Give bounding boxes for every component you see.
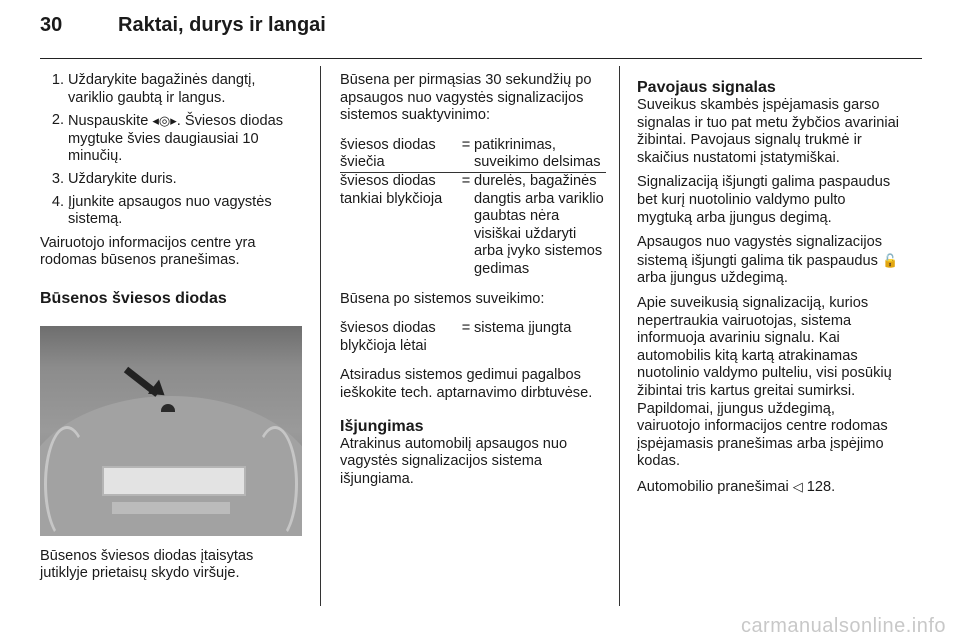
list-item: 4. Įjunkite apsaugos nuo vagystės sistemą. — [51, 193, 272, 228]
alarm-paragraph-2: Signalizaciją išjungti galima paspaudus bet kurį nuotolinio valdymo pulto mygtuką arba įjungus degimą. — [637, 174, 891, 226]
alarm-paragraph-1: Suveikus skambės įspėjamasis garso signalas ir tuo pat metu žybčios avariniai žibintai. Pavojaus signalų trukmė ir skaičius nustatomi įstatymiškai. — [637, 97, 900, 166]
column-3 — [637, 72, 901, 503]
column-divider-1 — [320, 66, 321, 606]
status-after-heading: Būsena po sistemos suveikimo: — [340, 290, 545, 307]
page-number: 30 — [40, 14, 63, 36]
table-row: šviesos diodas šviečia = patikrinimas, suveikimo delsimas — [340, 136, 601, 171]
reference-arrow-icon: ◁ — [792, 478, 803, 494]
page-title: Raktai, durys ir langai — [118, 14, 326, 36]
table-row: šviesos diodas blykčioja lėtai = sistema įjungta — [340, 320, 572, 354]
deactivation-paragraph: Atrakinus automobilį apsaugos nuo vagystės signalizacijos sistema išjungiama. — [340, 435, 568, 487]
page-header — [40, 14, 326, 50]
list-item: 3. Uždarykite duris. — [51, 170, 177, 187]
column-1 — [40, 72, 304, 590]
column-divider-2 — [619, 66, 620, 606]
header-rule — [40, 58, 922, 59]
column-2 — [340, 72, 606, 495]
cross-reference: Automobilio pranešimai ◁ 128. — [637, 478, 836, 495]
lock-button-icon: ◂◎▸ — [152, 113, 177, 129]
unlock-icon: 🔓 — [881, 252, 899, 268]
list-item: 2. Nuspauskite ◂◎▸. Šviesos diodas mygtuke švies daugiausiai 10 minučių. — [51, 112, 284, 165]
deactivation-heading: Išjungimas — [340, 417, 424, 435]
dashboard-photo — [40, 326, 302, 536]
status-led-heading: Būsenos šviesos diodas — [40, 289, 227, 307]
steps-list — [40, 72, 304, 229]
watermark: carmanualsonline.info — [740, 615, 946, 637]
failure-paragraph: Atsiradus sistemos gedimui pagalbos ieškokite tech. aptarnavimo dirbtuvėse. — [340, 367, 593, 401]
status-table-2 — [340, 320, 606, 355]
alarm-paragraph-4: Apie suveikusią signalizaciją, kurios nepertraukia vairuotojas, sistema informuoja avariniu signalu. Kai automobilis kitą kartą atrakinamas nuotolinio valdymo pulteliu, visi posūkių žibintai tris kartus greitai sumirksi. Papildomai, įjungus uždegimą, vairuotojo informacijos centre rodomas įspėjamasis pranešimas arba įspėjimo kodas. — [637, 294, 892, 470]
status-table-1 — [340, 137, 606, 279]
list-item: 1. Uždarykite bagažinės dangtį, variklio gaubtą ir langus. — [51, 72, 256, 106]
display-screen — [102, 466, 246, 496]
alarm-heading: Pavojaus signalas — [637, 79, 776, 96]
info-paragraph: Vairuotojo informacijos centre yra rodomas būsenos pranešimas. — [40, 234, 256, 269]
table-row: šviesos diodas tankiai blykčioja = durelės, bagažinės dangtis arba variklio gaubtas nėra visiškai uždaryti arba įvyko sistemos gedimas — [340, 172, 606, 278]
photo-caption: Būsenos šviesos diodas įtaisytas jutiklyje prietaisų skydo viršuje. — [40, 547, 254, 582]
alarm-paragraph-3: Apsaugos nuo vagystės signalizacijos sistemą išjungti galima tik paspaudus 🔓 arba įjungus uždegimą. — [637, 234, 899, 287]
status-intro: Būsena per pirmąsias 30 sekundžių po apsaugos nuo vagystės signalizacijos sistemos suaktyvinimo: — [340, 72, 592, 124]
